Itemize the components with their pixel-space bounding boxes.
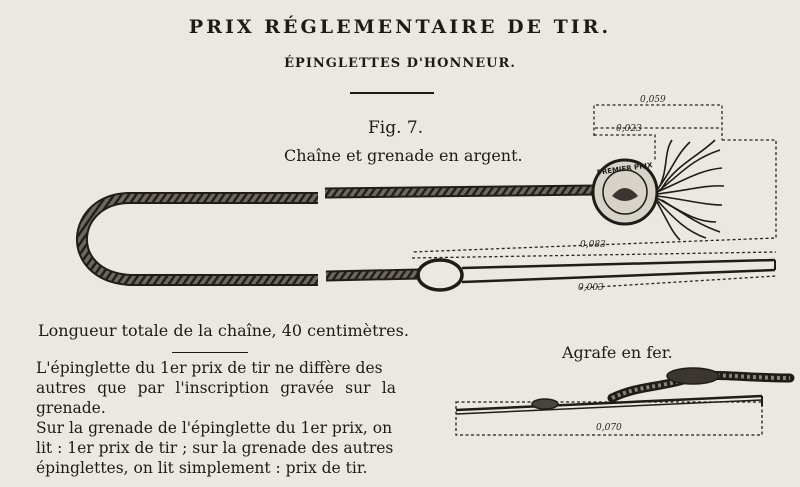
figure-caption: Chaîne et grenade en argent.	[284, 146, 523, 165]
agrafe-label: Agrafe en fer.	[562, 343, 673, 362]
paragraph-line: L'épinglette du 1er prix de tir ne diffère des	[36, 359, 383, 377]
section-divider	[172, 352, 248, 353]
paragraph-line: autres que par l'inscription gravée sur la grenade.	[36, 379, 396, 417]
dim-pin-length: 0,083	[580, 240, 606, 250]
page-title: PRIX RÉGLEMENTAIRE DE TIR.	[188, 16, 612, 38]
grenade-flame	[657, 140, 724, 240]
dim-grenade: 0,059	[640, 95, 666, 105]
agrafe-clasp	[456, 368, 790, 435]
dim-agrafe-length: 0,070	[596, 423, 622, 433]
medal	[593, 160, 657, 224]
figure-number: Fig. 7.	[368, 118, 424, 138]
description-paragraph	[36, 358, 396, 478]
dim-pin-gap: 0,003	[578, 283, 604, 293]
paragraph-line: Sur la grenade de l'épinglette du 1er prix, on	[36, 419, 393, 437]
chain-length-line: Longueur totale de la chaîne, 40 centimètres.	[38, 321, 409, 340]
paragraph-line: lit : 1er prix de tir ; sur la grenade des autres	[36, 439, 394, 457]
paragraph-line: épinglettes, on lit simplement : prix de tir.	[36, 459, 368, 477]
page-subtitle: ÉPINGLETTES D'HONNEUR.	[284, 56, 516, 71]
dim-medal: 0,023	[616, 124, 642, 134]
medal-inscription: PREMIER PRIX	[596, 161, 654, 177]
